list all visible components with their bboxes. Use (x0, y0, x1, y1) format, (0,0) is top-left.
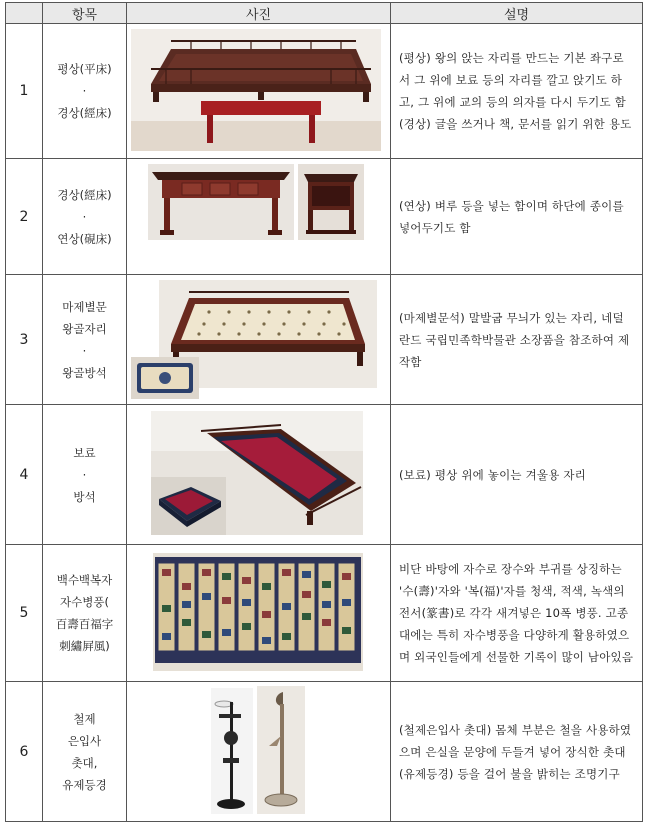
item-name (43, 159, 127, 275)
embroidered-screen-photo (153, 553, 363, 671)
header-row (6, 3, 643, 24)
item-name (43, 24, 127, 159)
row-number: 4 (6, 405, 43, 545)
square-cushion-image (151, 477, 226, 535)
header-photo: 사진 (127, 3, 391, 24)
cushion-mat-photo (131, 357, 199, 399)
row-number: 3 (6, 275, 43, 405)
item-name-text: 경상(經床) · 연상(硯床) (57, 187, 112, 246)
item-description: (보료) 평상 위에 놓이는 겨울용 자리 (391, 405, 643, 545)
embroidered-screen-image (153, 553, 363, 671)
platform-bed-photo (131, 29, 381, 151)
header-number-cell (6, 3, 43, 24)
item-name-text: 보료 · 방석 (73, 445, 96, 504)
inkstone-table-photo (298, 164, 364, 240)
item-description: 비단 바탕에 자수로 장수와 부귀를 상징하는 '수(壽)'자와 '복(福)'자를 청색, 적색, 녹색의 전서(篆書)로 각각 새겨넣은 10폭 병풍. 고종 대에는 특히 자수병풍을 다양하게 활용하였으며 외국인들에게 선물한 기록이 많이 남아있음 (391, 545, 643, 682)
photo-cell (127, 405, 391, 545)
reading-desk-image (148, 164, 294, 240)
iron-candlestick-photo (211, 688, 253, 814)
row-number: 5 (6, 545, 43, 682)
iron-candlestick-image (211, 688, 253, 814)
inkstone-table-image (298, 164, 364, 240)
item-name-text: 백수백복자 자수병풍( 百壽百福字 刺繡屛風) (55, 573, 114, 653)
item-name (43, 682, 127, 822)
row-number: 2 (6, 159, 43, 275)
brass-lamp-stand-photo (257, 686, 305, 814)
photo-cell (127, 159, 391, 275)
row-number: 6 (6, 682, 43, 822)
photo-cell (127, 275, 391, 405)
photo-cell (127, 682, 391, 822)
item-name (43, 545, 127, 682)
item-description: (마제별문석) 말발굽 무늬가 있는 자리, 네덜란드 국립민족학박물관 소장품을 참조하여 제작함 (391, 275, 643, 405)
table-row (6, 405, 643, 545)
table-row (6, 545, 643, 682)
item-name (43, 275, 127, 405)
table-row (6, 159, 643, 275)
table-row (6, 275, 643, 405)
table-row (6, 24, 643, 159)
row-number: 1 (6, 24, 43, 159)
item-name-text: 평상(平床) · 경상(經床) (57, 62, 112, 120)
item-name (43, 405, 127, 545)
header-item: 항목 (43, 3, 127, 24)
photo-cell (127, 24, 391, 159)
cushion-mat-image (131, 357, 199, 399)
platform-bed-image (131, 29, 381, 151)
artifact-table (5, 2, 643, 822)
photo-cell (127, 545, 391, 682)
header-description: 설명 (391, 3, 643, 24)
item-description: (평상) 왕의 앉는 자리를 만드는 기본 좌구로 서 그 위에 보료 등의 자리를 깔고 앉기도 하고, 그 위에 교의 등의 의자를 다시 두기도 함 (경상) 글을 쓰거나 책, 문서를 읽기 위한 용도 (391, 24, 643, 159)
item-name-text: 마제별문 왕골자리 · 왕골방석 (62, 299, 107, 380)
item-name-text: 철제 은입사 촛대, 유제등경 (62, 711, 107, 792)
brass-lamp-stand-image (257, 686, 305, 814)
reading-desk-photo (148, 164, 294, 240)
item-description: (철제은입사 촛대) 몸체 부분은 철을 사용하였으며 은실을 문양에 두들겨 넣어 장식한 촛대 (유제등경) 등을 걸어 불을 밝히는 조명기구 (391, 682, 643, 822)
square-cushion-photo (151, 477, 226, 535)
item-description: (연상) 벼루 등을 넣는 함이며 하단에 종이를 넣어두기도 함 (391, 159, 643, 275)
table-row (6, 682, 643, 822)
